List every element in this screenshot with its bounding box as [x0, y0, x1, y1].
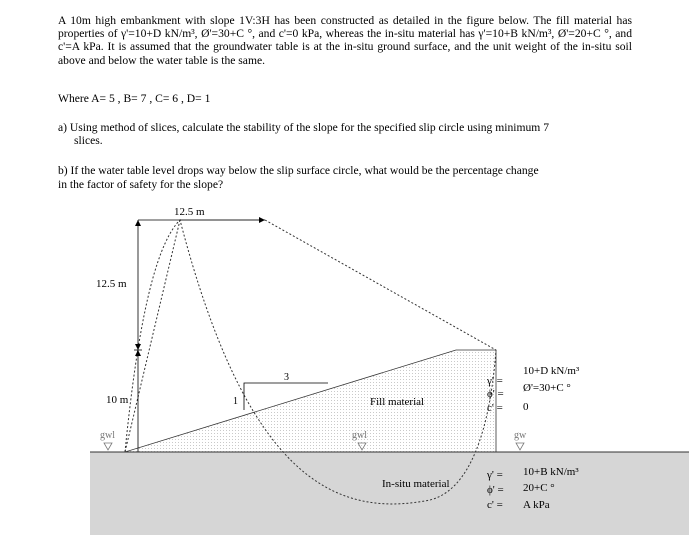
- radius-line-right: [265, 220, 496, 350]
- gwl-left-icon: [104, 443, 112, 450]
- question-a-continued: slices.: [74, 134, 103, 147]
- question-b-continued: in the factor of safety for the slope?: [58, 178, 224, 191]
- insitu-gamma-value: 10+B kN/m³: [523, 466, 579, 478]
- slope-run-label: 3: [284, 372, 289, 383]
- dim-vertical-arrow-mid: [135, 344, 141, 350]
- gwl-right-icon: [516, 443, 524, 450]
- question-b: b) If the water table level drops way below the slip surface circle, what would be the percentage change: [58, 164, 539, 177]
- fill-embankment: [125, 350, 496, 452]
- gwl-right-label: gw: [514, 430, 527, 441]
- fill-phi-value: Ø'=30+C °: [523, 382, 571, 394]
- insitu-phi-value: 20+C °: [523, 482, 555, 494]
- dim-vertical-arrow-lower: [135, 350, 141, 356]
- fill-gamma-value: 10+D kN/m³: [523, 365, 580, 377]
- insitu-phi-symbol: ϕ' =: [487, 484, 504, 496]
- insitu-gamma-symbol: γ' =: [487, 469, 503, 481]
- insitu-c-value: A kPa: [523, 499, 550, 511]
- question-a: a) Using method of slices, calculate the stability of the slope for the specified slip circle using minimum 7: [58, 121, 550, 134]
- insitu-c-symbol: c' =: [487, 499, 503, 511]
- insitu-ground: [90, 452, 689, 535]
- fill-c-value: 0: [523, 401, 529, 413]
- fill-material-label: Fill material: [370, 396, 425, 408]
- fill-c-symbol: c' =: [487, 402, 503, 414]
- slope-rise-label: 1: [233, 396, 238, 407]
- given-values-line: Where A= 5 , B= 7 , C= 6 , D= 1: [58, 92, 211, 105]
- dim-vertical-arrow-top: [135, 220, 141, 226]
- insitu-material-label: In-situ material: [382, 478, 450, 490]
- dim-top-label: 12.5 m: [174, 206, 205, 218]
- fill-gamma-symbol: γ' =: [487, 375, 503, 387]
- fill-phi-symbol: ϕ' =: [487, 388, 504, 400]
- gwl-left-label: gwl: [100, 430, 115, 441]
- dim-left-upper-label: 12.5 m: [96, 278, 127, 290]
- problem-statement: A 10m high embankment with slope 1V:3H has been constructed as detailed in the figure below. The fill material has properties of γ'=10+D kN/m³, Ø'=30+C °, and c'=0 kPa, whereas the in-situ material has γ'=10+B kN/m³, Ø'=20+C °, and c'=A kPa. It is assumed that the groundwater table is at the in-situ ground surface, and the unit weight of the in-situ soil above and below the water table is the same.: [58, 14, 632, 67]
- radius-line-left: [125, 220, 180, 452]
- dim-left-lower-label: 10 m: [106, 394, 129, 406]
- gwl-mid-label: gwl: [352, 430, 367, 441]
- dim-top-arrow-right: [259, 217, 265, 223]
